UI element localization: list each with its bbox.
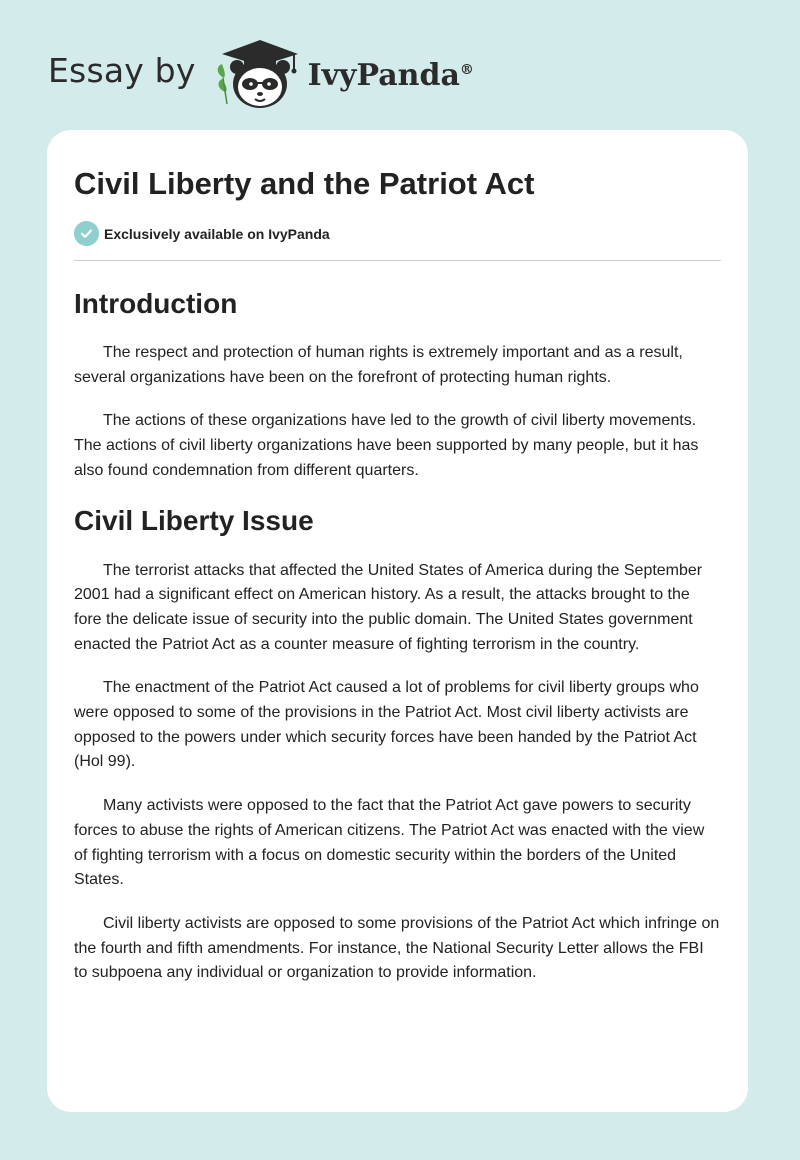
checkmark-icon [74,221,99,246]
paragraph: The terrorist attacks that affected the United States of America during the September 2001 had a significant effect on American history. As a result, the attacks brought to the fore the delicate issue of security into the public domain. The United States government enacted the Patriot Act as a counter measure of fighting terrorism in the country. [74,561,703,653]
essay-card [47,130,748,1112]
paragraph: Civil liberty activists are opposed to some provisions of the Patriot Act which infringe on the fourth and fifth amendments. For instance, the National Security Letter allows the FBI to subpoena any individual or organization to provide information. [74,914,720,982]
section-civil-liberty-issue [74,504,721,987]
divider [74,260,721,261]
brand-header[interactable] [48,34,474,114]
paragraph: The actions of these organizations have led to the growth of civil liberty movements. The actions of civil liberty organizations have been supported by many people, but it has also found condemnation from different quarters. [74,412,699,479]
paragraph: The enactment of the Patriot Act caused a lot of problems for civil liberty groups who were opposed to some of the provisions in the Patriot Act. Most civil liberty activists are opposed to the powers under which security forces have been handed by the Patriot Act (Hol 99). [74,679,699,771]
paragraph: The respect and protection of human rights is extremely important and as a result, several organizations have been on the forefront of protecting human rights. [74,344,683,386]
paragraph: Many activists were opposed to the fact that the Patriot Act gave powers to security forces to abuse the rights of American citizens. The Patriot Act was enacted with the view of fighting terrorism with a focus on domestic security within the borders of the United States. [74,797,705,889]
section-heading: Introduction [74,288,238,319]
brand-prefix: Essay by [48,50,196,90]
essay-title: Civil Liberty and the Patriot Act [74,166,535,201]
section-heading: Civil Liberty Issue [74,504,314,536]
exclusive-badge [74,221,721,246]
brand-name: IvyPanda® [307,57,474,93]
badge-text: Exclusively available on IvyPanda [104,225,330,242]
panda-graduation-cap-icon [210,34,304,114]
section-introduction [74,287,721,484]
